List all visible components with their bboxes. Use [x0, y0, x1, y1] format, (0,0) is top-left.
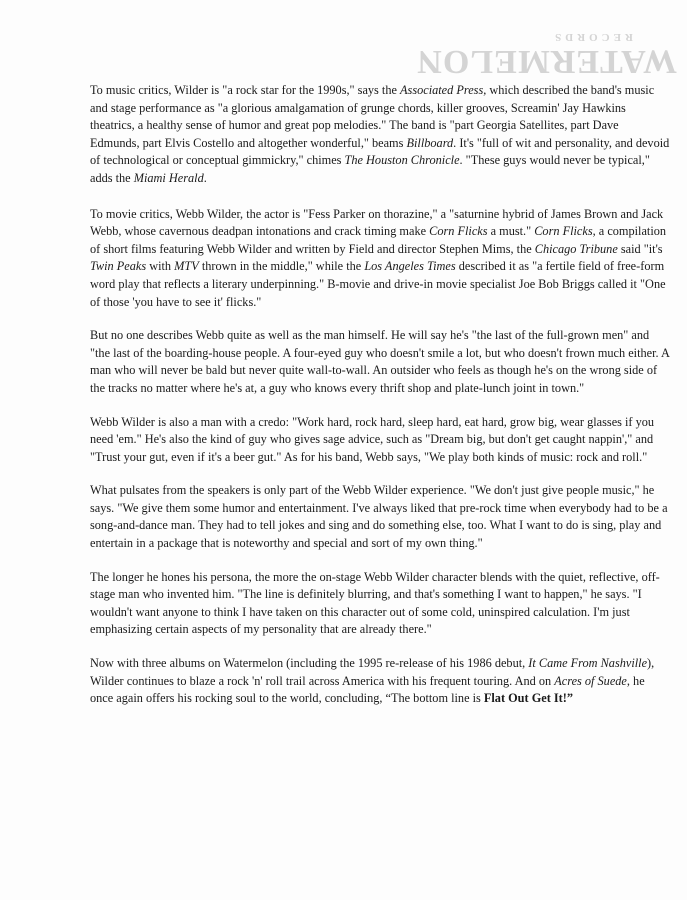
- text-run: Chicago Tribune: [534, 241, 618, 256]
- text-run: Associated Press,: [400, 83, 487, 97]
- text-run: Miami Herald: [133, 170, 204, 185]
- paragraph-experience: [90, 482, 670, 552]
- watermark-sub: RECORDS: [551, 31, 633, 43]
- text-run: a must.": [487, 224, 535, 239]
- text-run: described it as "a fertile field of free-form word play that reflects a literary underpinning." B-movie and drive-in movie specialist Joe Bob Briggs called it "One of those 'you have to see it' flicks.": [90, 259, 666, 309]
- text-run: Webb Wilder is also a man with a credo: "Work hard, rock hard, sleep hard, eat hard, grow big, wear glasses if you need 'em." He's also the kind of guy who gives sage advice, such as "Dream big, but don't get caught nappin'," and "Trust your gut, even if it's a beer gut." As for his band, Webb says, "We play both kinds of music: rock and roll.": [90, 414, 655, 464]
- text-run: Corn Flicks: [429, 224, 488, 239]
- text-run: Billboard: [406, 135, 454, 150]
- text-run: To music critics, Wilder is "a rock star for the 1990s," says the: [90, 83, 401, 97]
- text-run: ), Wilder continues to blaze a rock 'n' roll trail across America with his frequent touring. And on: [90, 656, 655, 688]
- text-run: Twin Peaks: [90, 259, 147, 274]
- text-run: .: [203, 170, 207, 185]
- text-run: thrown in the middle," while the: [198, 259, 365, 274]
- watermark-brand: WATERMELON: [416, 43, 677, 80]
- text-run: It Came From Nashville: [528, 656, 648, 671]
- text-run: MTV: [174, 259, 199, 274]
- text-run: Now with three albums on Watermelon (including the 1995 re-release of his 1986 debut,: [90, 656, 529, 671]
- paragraph-credo: [90, 414, 670, 467]
- text-run: . "These guys would never be typical," adds the: [90, 153, 650, 185]
- text-run: The Houston Chronicle: [344, 153, 460, 168]
- paragraph-self-description: [90, 327, 670, 397]
- paragraph-albums: [90, 655, 670, 708]
- text-run: The longer he hones his persona, the more the on-stage Webb Wilder character blends with the quiet, reflective, off-stage man who invented him. "The line is definitely blurring, and that's something I want to happen," he says. "I wouldn't want anyone to think I have taken on this character out of some cold, uninspired calculation. I'm just emphasizing certain aspects of my personality that are already there.": [90, 569, 660, 637]
- text-run: Los Angeles Times: [364, 259, 456, 274]
- text-run: Flat Out Get It!”: [483, 691, 574, 706]
- paragraph-persona: [90, 569, 670, 639]
- watermelon-logo-watermark: [416, 18, 677, 80]
- text-run: . It's "full of wit and personality, and devoid of technological or conceptual gimmickry," chimes: [90, 135, 670, 168]
- text-run: But no one describes Webb quite as well as the man himself. He will say he's "the last of the full-grown men" and "the last of the boarding-house people. A four-eyed guy who doesn't smile a lot, but who doesn't frown much either. A man who will never be bald but never quite wall-to-wall. An outsider who feels as though he's on the wrong side of the tracks no matter where he's at, a guy who knows every thrift shop and plate-lunch joint in town.": [90, 328, 670, 395]
- paragraph-music-critics: [90, 82, 670, 188]
- paragraph-movie-critics: [90, 206, 670, 312]
- text-run: , a compilation of short films featuring Webb Wilder and written by Field and director Stephen Mims, the: [90, 224, 667, 256]
- text-run: Acres of Suede: [554, 673, 627, 688]
- text-run: , he once again offers his rocking soul to the world, concluding, “The bottom line is: [90, 673, 645, 706]
- text-run: Corn Flicks: [534, 224, 593, 239]
- text-run: said "it's: [617, 241, 663, 256]
- text-run: What pulsates from the speakers is only part of the Webb Wilder experience. "We don't just give people music," he says. "We give them some humor and entertainment. I've always liked that pre-rock time when everybody had to be a song-and-dance man. They had to tell jokes and sing and do something else, too. What I want to do is sing, play and entertain in a package that is noteworthy and special and sort of my own thing.": [90, 483, 668, 551]
- text-run: which described the band's music and stage performance as "a glorious amalgamation of grunge chords, killer grooves, Screamin' Jay Hawkins theatrics, a healthy sense of humor and great pop melodies." The band is "part Georgia Satellites, part Dave Edmunds, part Elvis Costello and altogether wonderful," beams: [90, 83, 655, 150]
- text-run: To movie critics, Webb Wilder, the actor is "Fess Parker on thorazine," a "saturnine hybrid of James Brown and Jack Webb, whose cavernous deadpan intonations and crack timing make: [90, 206, 664, 239]
- document-body: [90, 82, 670, 724]
- text-run: with: [146, 259, 175, 274]
